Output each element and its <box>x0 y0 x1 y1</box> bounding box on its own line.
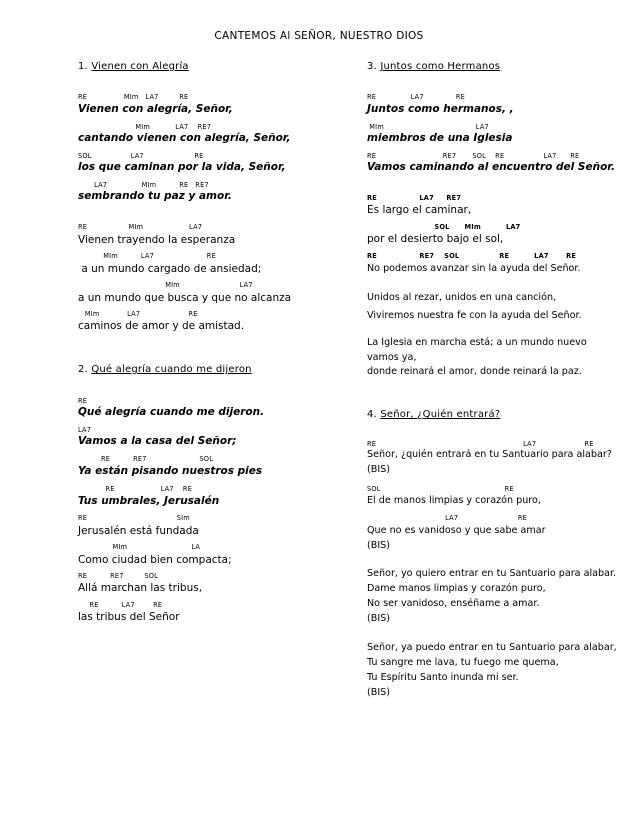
chord-line: MIm LA7 RE7 <box>78 123 212 131</box>
lyric-line: por el desierto bajo el sol, <box>367 233 504 245</box>
section-title: Señor, ¿Quién entrará? <box>380 409 501 420</box>
chord-line: RE RE7 SOL RE LA7 RE <box>367 252 577 260</box>
chord-line: MIm LA7 <box>367 123 489 131</box>
section-number: 4. <box>367 409 381 420</box>
lyric-line: caminos de amor y de amistad. <box>78 320 245 332</box>
lyric-line: Allá marchan las tribus, <box>78 582 203 594</box>
lyric-line: donde reinará el amor, donde reinará la paz. <box>367 366 582 377</box>
section-number: 1. <box>78 61 92 72</box>
lyric-line: Señor, yo quiero entrar en tu Santuario para alabar. <box>367 568 617 579</box>
lyric-line: Ya están pisando nuestros pies <box>78 465 263 477</box>
chord-line: RE <box>78 397 88 405</box>
chord-line: RE LA7 RE <box>367 93 466 101</box>
lyric-line: Tu Espíritu Santo inunda mi ser. <box>367 672 519 683</box>
section-title: Vienen con Alegría <box>91 61 189 72</box>
lyric-line: Que no es vanidoso y que sabe amar <box>367 525 546 536</box>
section-heading <box>367 410 500 420</box>
lyric-line: Señor, ya puedo entrar en tu Santuario para alabar, <box>367 642 617 653</box>
lyric-line: Señor, ¿quién entrará en tu Santuario para alabar? <box>367 449 612 460</box>
lyric-line: Dame manos limpias y corazón puro, <box>367 583 546 594</box>
chord-line: MIm LA <box>78 543 201 551</box>
chord-line: RE RE7 SOL <box>78 455 214 463</box>
chord-line: RE LA7 RE7 <box>367 194 462 202</box>
lyric-line: los que caminan por la vida, Señor, <box>78 161 286 173</box>
section-title: Qué alegría cuando me dijeron <box>91 364 252 375</box>
lyric-line: Jerusalén está fundada <box>78 525 199 537</box>
chord-line: MIm LA7 RE <box>78 310 198 318</box>
lyric-line: (BIS) <box>367 613 390 624</box>
lyric-line: No ser vanidoso, enséñame a amar. <box>367 598 540 609</box>
lyric-line: (BIS) <box>367 540 390 551</box>
chord-line: RE MIm LA7 <box>78 223 203 231</box>
lyric-line: cantando vienen con alegría, Señor, <box>78 132 291 144</box>
lyric-line: No podemos avanzar sin la ayuda del Señor. <box>367 263 581 274</box>
chord-line: MIm LA7 <box>78 281 253 289</box>
section-title: Juntos como Hermanos <box>380 61 501 72</box>
chord-line: RE RE7 SOL RE LA7 RE <box>367 152 580 160</box>
lyric-line: (BIS) <box>367 687 390 698</box>
lyric-line: (BIS) <box>367 464 390 475</box>
chord-line: LA7 <box>78 426 92 434</box>
lyric-line: a un mundo que busca y que no alcanza <box>78 292 292 304</box>
lyric-line: las tribus del Señor <box>78 611 180 623</box>
lyric-line: Tu sangre me lava, tu fuego me quema, <box>367 657 559 668</box>
chord-line: SOL LA7 RE <box>78 152 204 160</box>
lyric-line: Vamos caminando al encuentro del Señor. <box>367 161 615 173</box>
lyric-line: Qué alegría cuando me dijeron. <box>78 406 265 418</box>
section-number: 2. <box>78 364 92 375</box>
chord-line: RE RE7 SOL <box>78 572 158 580</box>
section-heading <box>78 62 189 72</box>
chord-line: LA7 RE <box>367 514 528 522</box>
section-heading <box>78 365 252 375</box>
lyric-line: La Iglesia en marcha está; a un mundo nuevo <box>367 337 587 348</box>
lyric-line: Juntos como hermanos, , <box>367 103 514 115</box>
chord-line: RE LA7 RE <box>367 440 594 448</box>
chord-line: MIm LA7 RE <box>78 252 216 260</box>
chord-line: RE SIm <box>78 514 190 522</box>
chord-line: SOL MIm LA7 <box>367 223 521 231</box>
lyric-line: vamos ya, <box>367 352 417 363</box>
lyric-line: Viviremos nuestra fe con la ayuda del Señor. <box>367 310 582 321</box>
section-number: 3. <box>367 61 381 72</box>
lyric-line: sembrando tu paz y amor. <box>78 190 232 202</box>
chord-line: RE LA7 RE <box>78 601 163 609</box>
page-title: CANTEMOS Al SEÑOR, NUESTRO DIOS <box>214 30 424 42</box>
lyric-line: Unidos al rezar, unidos en una canción, <box>367 292 557 303</box>
lyric-line: El de manos limpias y corazón puro, <box>367 495 541 506</box>
chord-line: RE MIm LA7 RE <box>78 93 189 101</box>
lyric-line: Vienen con alegría, Señor, <box>78 103 233 115</box>
lyric-line: Como ciudad bien compacta; <box>78 554 232 566</box>
lyric-line: Vamos a la casa del Señor; <box>78 435 237 447</box>
lyric-line: a un mundo cargado de ansiedad; <box>78 263 262 275</box>
chord-line: RE LA7 RE <box>78 485 193 493</box>
chord-line: SOL RE <box>367 485 514 493</box>
lyric-line: Tus umbrales, Jerusalén <box>78 495 220 507</box>
lyric-line: Vienen trayendo la esperanza <box>78 234 236 246</box>
lyric-line: miembros de una Iglesia <box>367 132 513 144</box>
lyric-line: Es largo el caminar, <box>367 204 472 216</box>
chord-line: LA7 MIm RE RE7 <box>78 181 209 189</box>
section-heading <box>367 62 500 72</box>
